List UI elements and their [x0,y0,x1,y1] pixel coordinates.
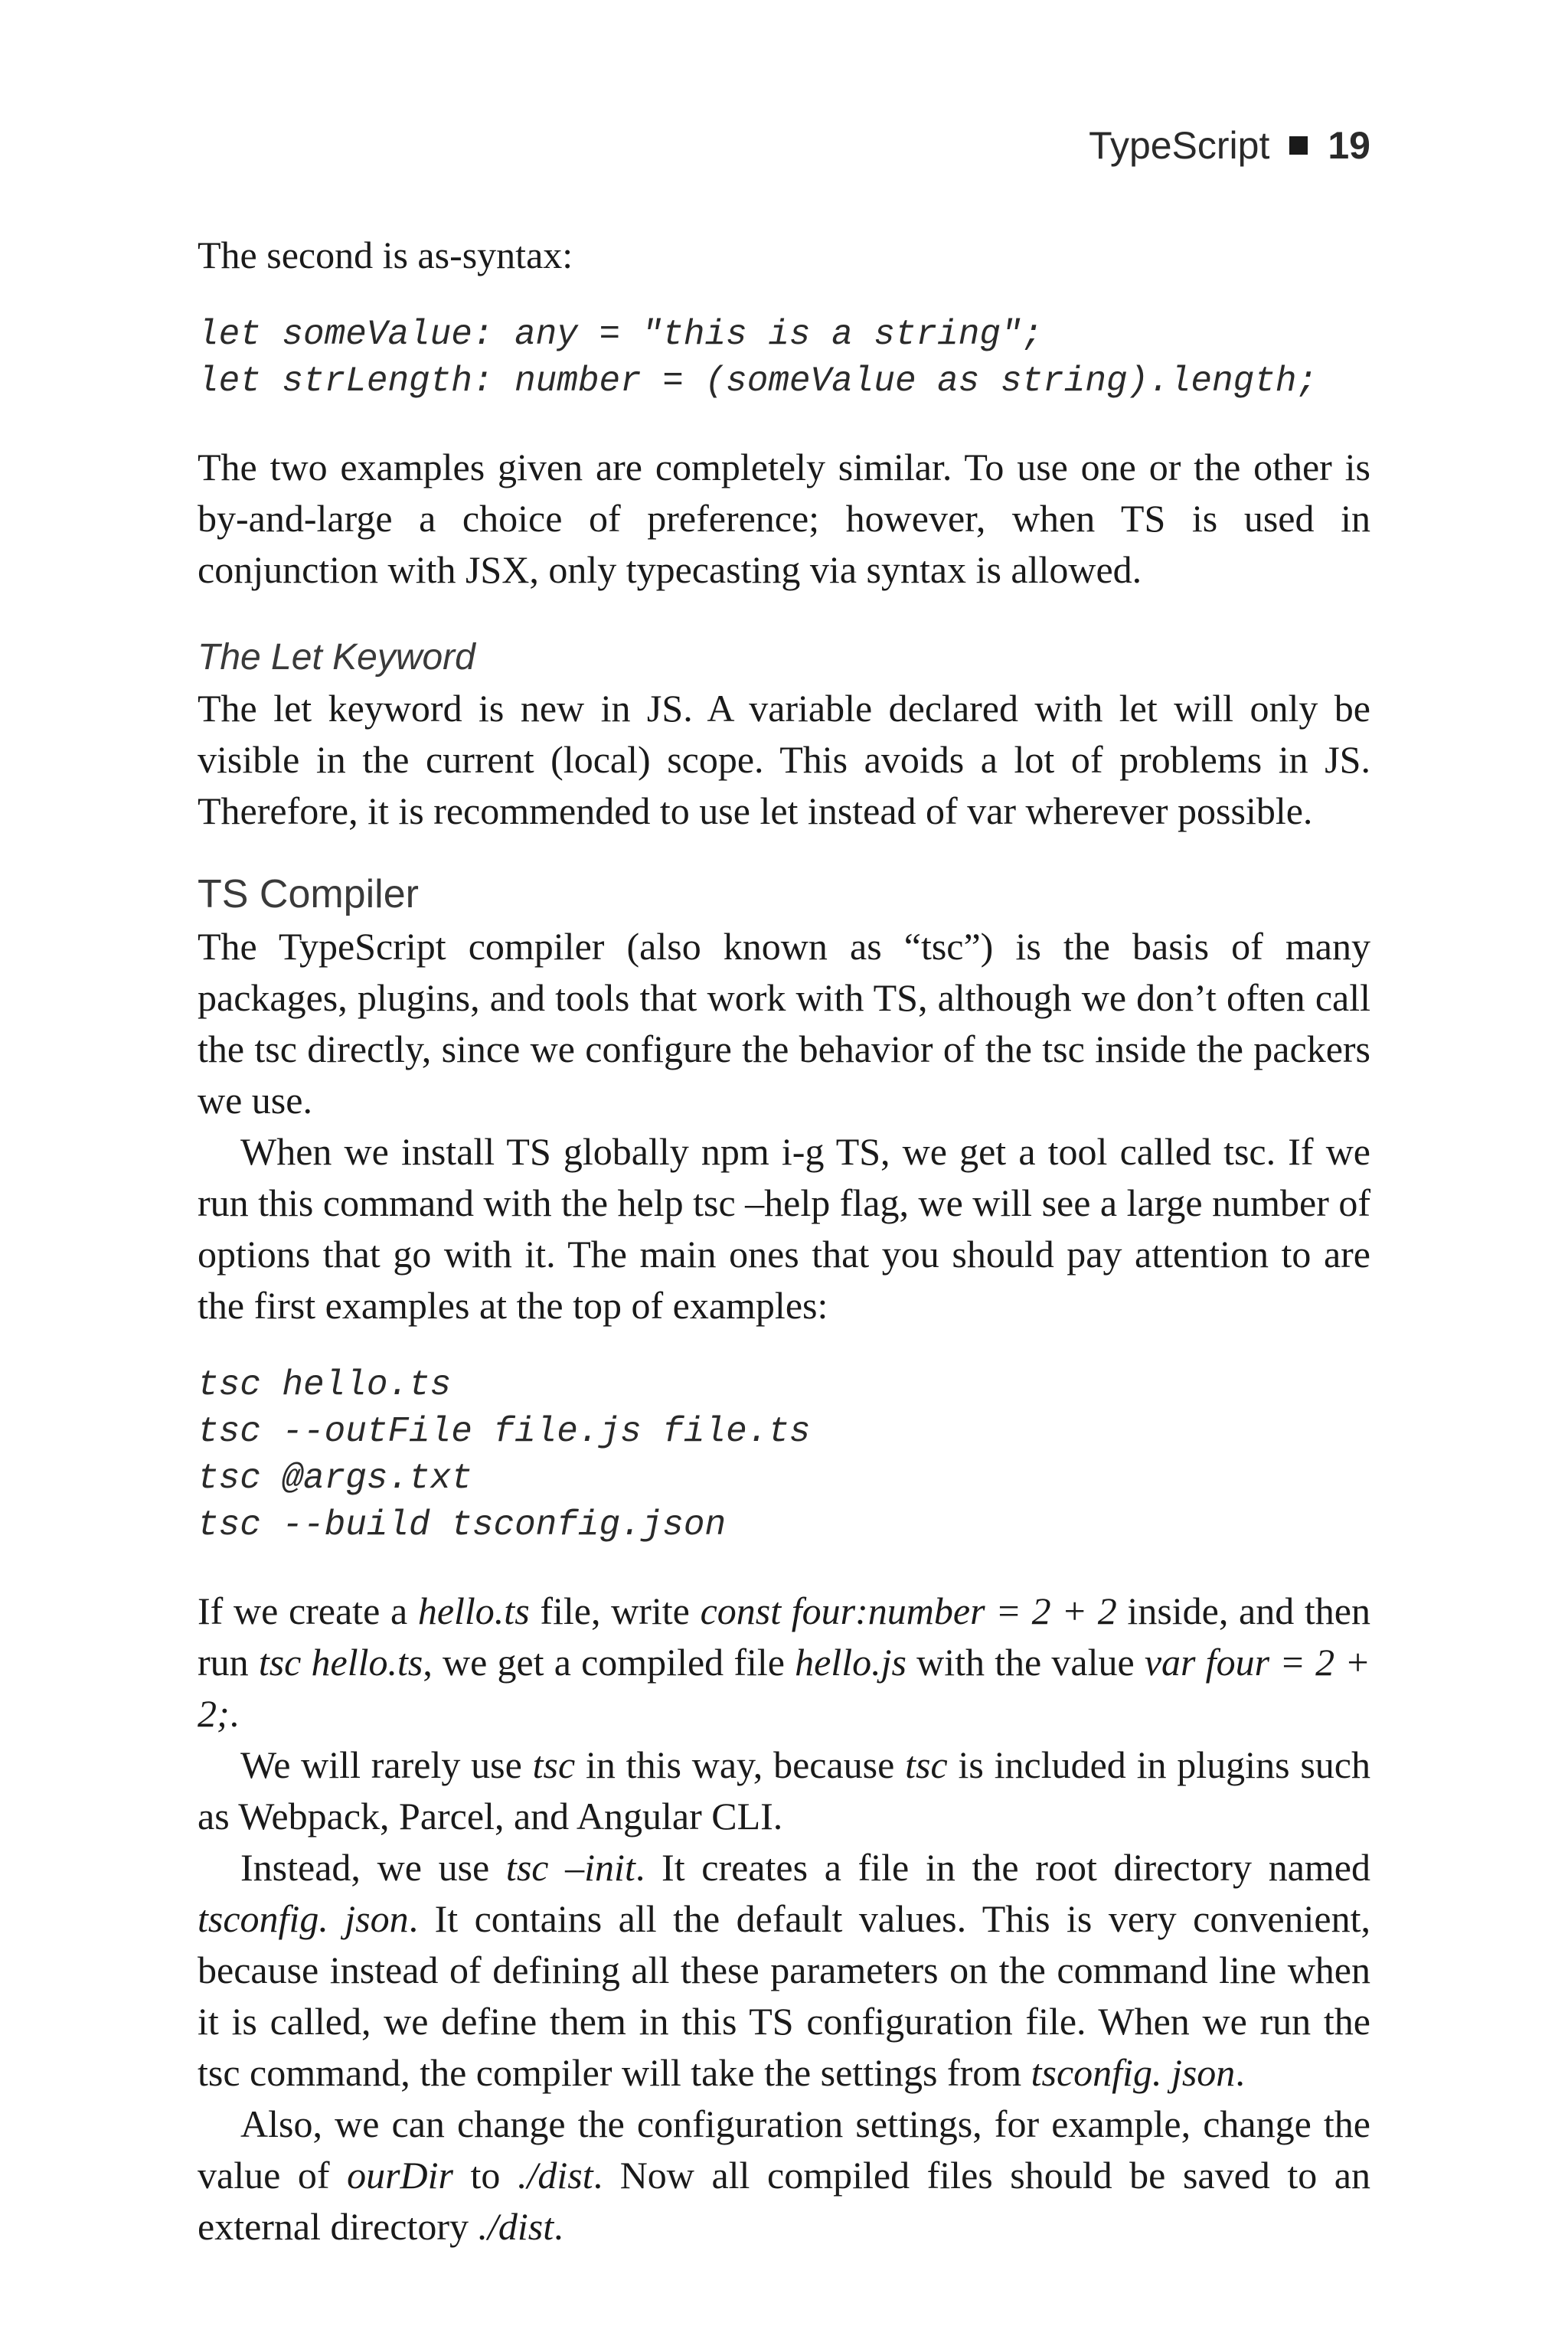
italic-run: ourDir [347,2154,453,2197]
italic-run: tsconfig. json [1031,2051,1236,2094]
paragraph-tsc-intro: The TypeScript compiler (also known as “tsc”) is the basis of many packages, plugins, and tools that work with TS, although we don’t often call the tsc directly, since we configure the behavior of the tsc inside the packers we use. [198,925,1370,1122]
subheading-ts-compiler: TS Compiler [198,872,419,916]
text-run: . Now all compiled files should be saved to an external directory [198,2154,1370,2248]
italic-run: tsc –init [505,1846,635,1889]
text-run: in this way, because [575,1743,906,1786]
page-number: 19 [1328,124,1370,167]
italic-run: tsconfig. json [198,1897,409,1940]
code-line: let someValue: any = "this is a string"; [198,315,1044,354]
italic-run: hello.js [795,1641,906,1684]
text-run: with the value [906,1641,1145,1684]
text-run: . It creates a file in the root directory named [635,1846,1370,1889]
italic-run: const four:number = 2 + 2 [700,1589,1117,1632]
italic-run: tsc [905,1743,948,1786]
text-run: . [554,2205,564,2248]
italic-run: ./dist [478,2205,554,2248]
text-run: Also, we can change the configuration settings, for example, change the value of [198,2102,1370,2197]
text-run: . [229,1692,240,1735]
italic-run: var four = 2 + 2; [198,1641,1370,1735]
text-run: is included in plugins such as Webpack, Parcel, and Angular CLI. [198,1743,1370,1838]
text-run: . It contains all the default values. This is very convenient, because instead of defining all these parameters on the command line when it is called, we define them in this TS configuration file. When we run the tsc command, the compiler will take the settings from [198,1897,1370,2094]
subheading-let-keyword: The Let Keyword [198,637,475,678]
paragraph-let-keyword: The let keyword is new in JS. A variable declared with let will only be visible in the current (local) scope. This avoids a lot of problems in JS. Therefore, it is recommended to use let instead of var wherever possible. [198,687,1370,832]
code-line: tsc hello.ts [198,1365,452,1405]
text-run: Instead, we use [240,1846,506,1889]
paragraph-as-syntax: The second is as-syntax: [198,234,573,276]
text-run: , we get a compiled file [423,1641,795,1684]
code-line: tsc --outFile file.js file.ts [198,1412,811,1452]
italic-run: hello.ts [417,1589,530,1632]
paragraph-rarely-use [198,1740,1370,1842]
paragraph-config-settings [198,2099,1370,2252]
code-line: let strLength: number = (someValue as string).length; [198,361,1318,401]
text-run: We will rarely use [240,1743,533,1786]
text-run: inside, and then run [198,1589,1370,1684]
italic-run: ./dist [518,2154,593,2197]
square-bullet-icon [1289,136,1308,155]
code-line: tsc --build tsconfig.json [198,1505,727,1545]
code-block-tsc [198,1362,1370,1549]
running-title: TypeScript [1089,124,1270,167]
italic-run: tsc [532,1743,576,1786]
code-block-as-syntax [198,312,1370,405]
paragraph-hello-ts [198,1586,1370,1740]
italic-run: tsc hello.ts [258,1641,423,1684]
text-run: to [452,2154,518,2197]
page-body [198,230,1370,2252]
running-header [1089,122,1370,168]
paragraph-examples: The two examples given are completely similar. To use one or the other is by-and-large a choice of preference; however, when TS is used in conjunction with JSX, only typecasting via syntax is allowed. [198,446,1370,591]
paragraph-tsc-install: When we install TS globally npm i-g TS, we get a tool called tsc. If we run this command with the help tsc –help flag, we will see a large number of options that go with it. The main ones that you should pay attention to are the first examples at the top of examples: [198,1130,1371,1327]
text-run: . [1235,2051,1245,2094]
text-run: file, write [529,1589,701,1632]
paragraph-tsc-init [198,1842,1370,2099]
code-line: tsc @args.txt [198,1459,472,1498]
text-run: If we create a [198,1589,418,1632]
